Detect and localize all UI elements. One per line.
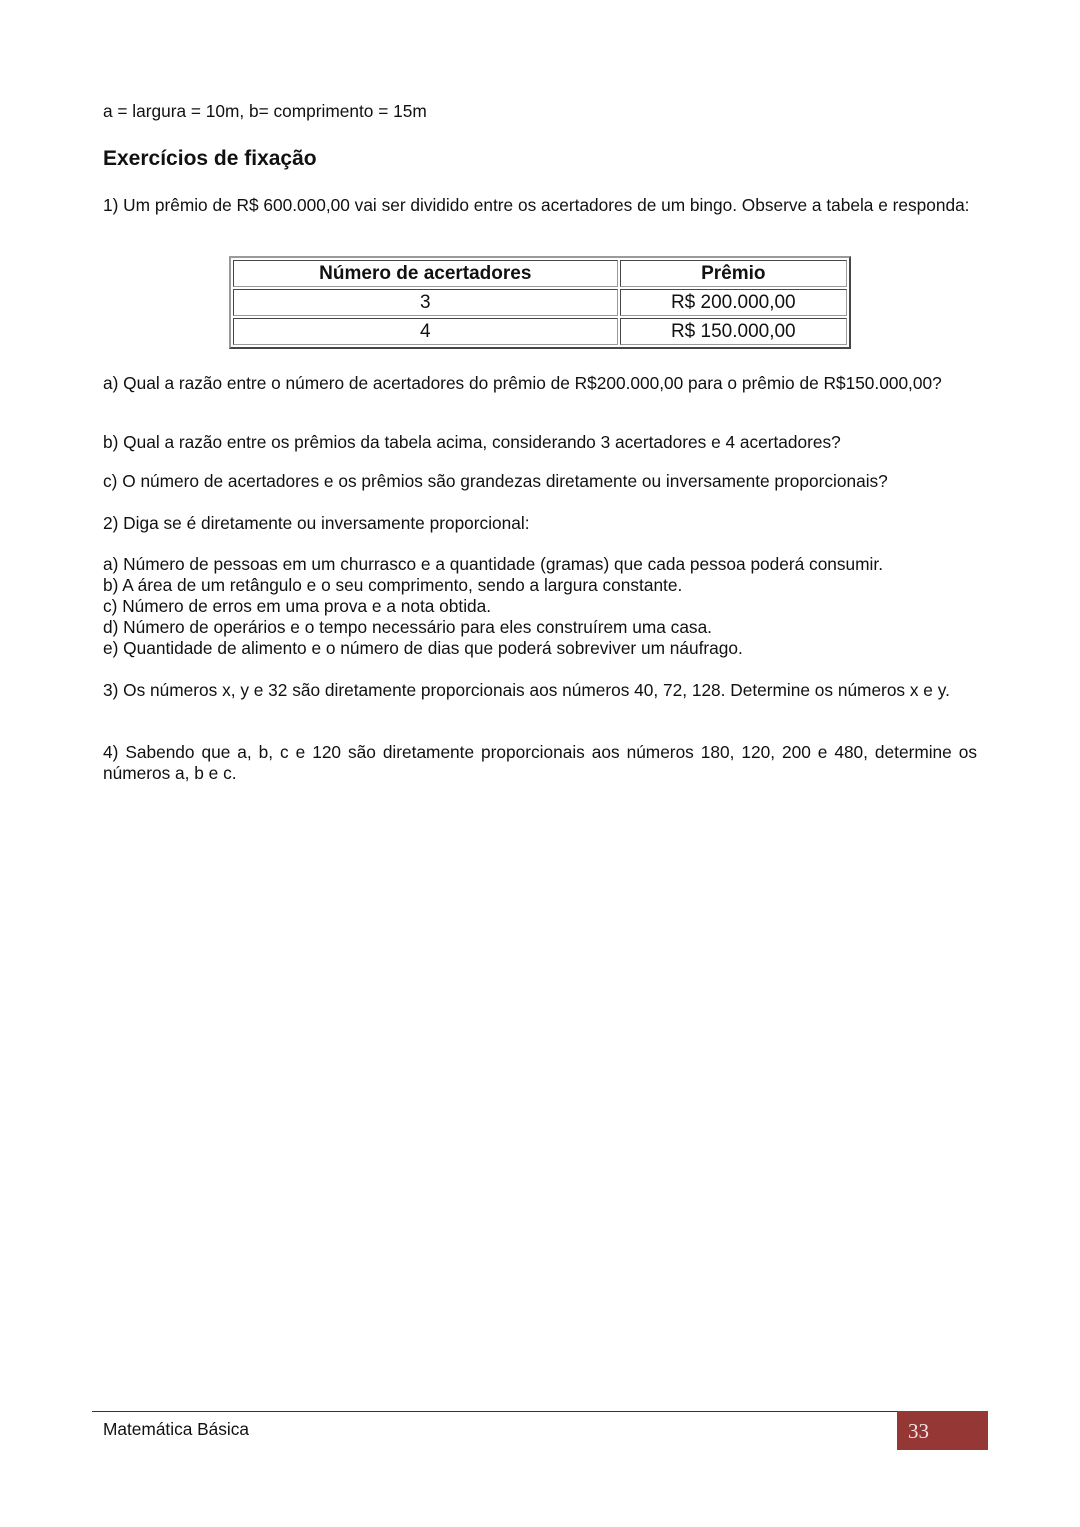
exercise-4: 4) Sabendo que a, b, c e 120 são diretamente proporcionais aos números 180, 120, 200 e 480, determine os números a, b e c. <box>103 742 977 783</box>
exercise-1c: c) O número de acertadores e os prêmios são grandezas diretamente ou inversamente proporcionais? <box>103 471 888 491</box>
list-item: c) Número de erros em uma prova e a nota obtida. <box>103 596 492 616</box>
table-cell: 4 <box>233 318 618 345</box>
table-cell: 3 <box>233 289 618 316</box>
page-number: 33 <box>908 1419 929 1443</box>
table-cell: R$ 200.000,00 <box>620 289 847 316</box>
table-header: Número de acertadores <box>233 260 618 287</box>
list-item: e) Quantidade de alimento e o número de dias que poderá sobreviver um náufrago. <box>103 638 743 658</box>
exercise-2-list <box>103 554 977 659</box>
table-header: Prêmio <box>620 260 847 287</box>
exercise-1-statement: 1) Um prêmio de R$ 600.000,00 vai ser dividido entre os acertadores de um bingo. Observe a tabela e responda: <box>103 195 970 215</box>
exercise-2-statement: 2) Diga se é diretamente ou inversamente proporcional: <box>103 513 530 533</box>
table-header-row <box>233 260 847 287</box>
footer-title: Matemática Básica <box>103 1419 249 1439</box>
table-row <box>233 318 847 345</box>
prize-table <box>229 256 851 349</box>
list-item: d) Número de operários e o tempo necessário para eles construírem uma casa. <box>103 617 712 637</box>
exercise-1a: a) Qual a razão entre o número de acertadores do prêmio de R$200.000,00 para o prêmio de R$150.000,00? <box>103 373 942 393</box>
list-item: b) A área de um retângulo e o seu comprimento, sendo a largura constante. <box>103 575 683 595</box>
table-cell: R$ 150.000,00 <box>620 318 847 345</box>
page-number-box <box>897 1411 988 1450</box>
intro-line: a = largura = 10m, b= comprimento = 15m <box>103 101 427 121</box>
list-item: a) Número de pessoas em um churrasco e a quantidade (gramas) que cada pessoa poderá consumir. <box>103 554 884 574</box>
section-title: Exercícios de fixação <box>103 147 317 170</box>
exercise-1b: b) Qual a razão entre os prêmios da tabela acima, considerando 3 acertadores e 4 acertadores? <box>103 432 841 452</box>
table-row <box>233 289 847 316</box>
footer-divider <box>92 1411 898 1412</box>
exercise-3: 3) Os números x, y e 32 são diretamente proporcionais aos números 40, 72, 128. Determine os números x e y. <box>103 680 950 700</box>
